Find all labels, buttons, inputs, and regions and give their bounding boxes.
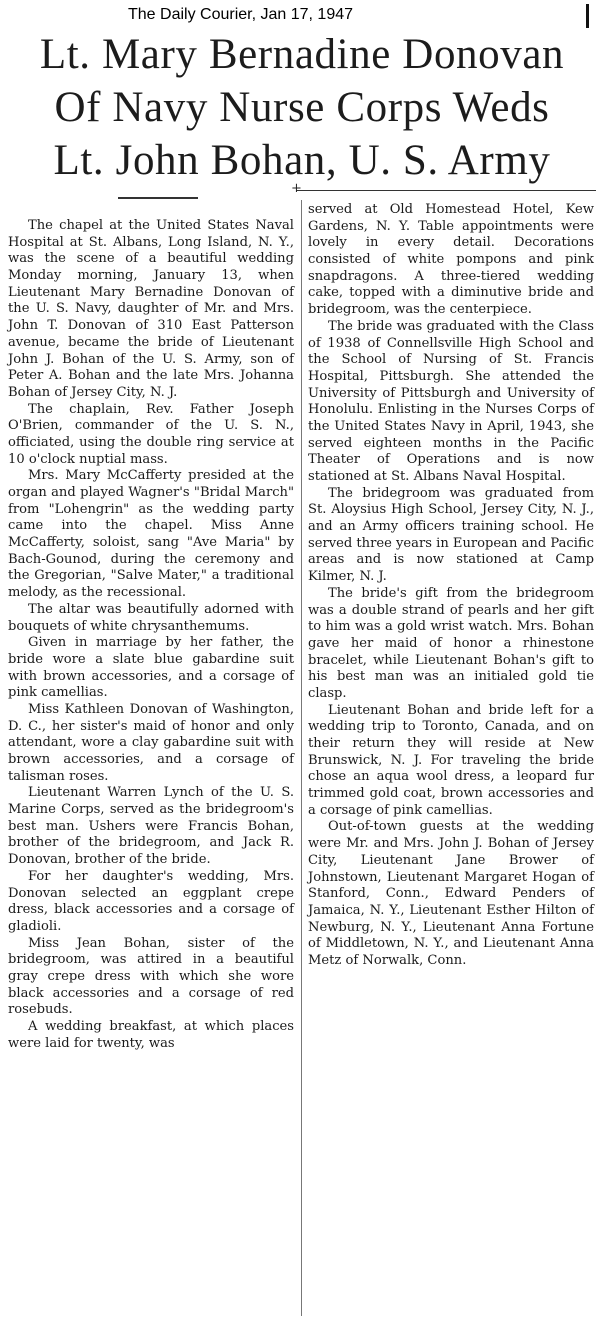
paragraph: Miss Kathleen Donovan of Washington, D. C., her sister's maid of honor and only attendant, wore a clay gabardine suit with brown accessories, and a corsage of talisman roses. <box>8 701 294 784</box>
paragraph-continued: served at Old Homestead Hotel, Kew Gardens, N. Y. Table appointments were lovely in every detail. Decorations consisted of white pompons and pink snapdragons. A three-tiered wedding cake, topped with a diminutive bride and bridegroom, was the centerpiece. <box>308 202 594 318</box>
headline-line-3: Lt. John Bohan, U. S. Army <box>53 137 551 184</box>
headline-rule-left <box>118 197 198 199</box>
headline-line-2: Of Navy Nurse Corps Weds <box>54 84 550 131</box>
paragraph: Lieutenant Warren Lynch of the U. S. Marine Corps, served as the bridegroom's best man. Ushers were Francis Bohan, brother of the bridegroom, and Jack R. Donovan, brother of the bride. <box>8 785 294 868</box>
paragraph: Given in marriage by her father, the bride wore a slate blue gabardine suit with brown accessories, and a corsage of pink camellias. <box>8 635 294 701</box>
source-label: The Daily Courier, Jan 17, 1947 <box>128 6 354 23</box>
paragraph: The bride was graduated with the Class of 1938 of Connellsville High School and the School of Nursing of St. Francis Hospital, Pittsburgh. She attended the University of Pittsburgh and University of Honolulu. Enlisting in the Nurses Corps of the United States Navy in April, 1943, she served eighteen months in the Pacific Theater of Operations and is now stationed at St. Albans Naval Hospital. <box>308 318 594 484</box>
headline <box>0 28 604 187</box>
headline-rule-right <box>296 190 596 191</box>
paragraph: The altar was beautifully adorned with bouquets of white chrysanthemums. <box>8 601 294 634</box>
paragraph: The chapel at the United States Naval Hospital at St. Albans, Long Island, N. Y., was the scene of a beautiful wedding Monday morning, January 13, when Lieutenant Mary Bernadine Donovan of the U. S. Navy, daughter of Mr. and Mrs. John T. Donovan of 310 East Patterson avenue, became the bride of Lieutenant John J. Bohan of the U. S. Army, son of Peter A. Bohan and the late Mrs. Johanna Bohan of Jersey City, N. J. <box>8 218 294 400</box>
page-edge-bar <box>586 4 589 28</box>
headline-line-1: Lt. Mary Bernadine Donovan <box>39 31 565 78</box>
article-column-right <box>308 202 594 970</box>
paragraph: For her daughter's wedding, Mrs. Donovan selected an eggplant crepe dress, black accessories and a corsage of gladioli. <box>8 868 294 934</box>
paragraph: The bridegroom was graduated from St. Aloysius High School, Jersey City, N. J., and an Army officers training school. He served three years in European and Pacific areas and is now stationed at Camp Kilmer, N. J. <box>308 485 594 585</box>
paragraph: Lieutenant Bohan and bride left for a wedding trip to Toronto, Canada, and on their return they will reside at New Brunswick, N. J. For traveling the bride chose an aqua wool dress, a leopard fur trimmed gold coat, brown accessories and a corsage of pink camellias. <box>308 702 594 818</box>
paragraph: The bride's gift from the bridegroom was a double strand of pearls and her gift to him was a gold wrist watch. Mrs. Bohan gave her maid of honor a rhinestone bracelet, while Lieutenant Bohan's gift to his best man was an initialed gold tie clasp. <box>308 585 594 701</box>
article-column-left <box>8 218 294 1052</box>
paragraph: Out-of-town guests at the wedding were Mr. and Mrs. John J. Bohan of Jersey City, Lieutenant Jane Brower of Johnstown, Lieutenant Margaret Hogan of Stanford, Conn., Edward Penders of Jamaica, N. Y., Lieutenant Esther Hilton of Newburg, N. Y., Lieutenant Anna Fortune of Middletown, N. Y., and Lieutenant Anna Metz of Norwalk, Conn. <box>308 819 594 968</box>
rule-cross-mark: + <box>291 181 302 196</box>
paragraph: Miss Jean Bohan, sister of the bridegroom, was attired in a beautiful gray crepe dress with which she wore black accessories and a corsage of red rosebuds. <box>8 935 294 1018</box>
paragraph: The chaplain, Rev. Father Joseph O'Brien, commander of the U. S. N., officiated, using the double ring service at 10 o'clock nuptial mass. <box>8 401 294 467</box>
paragraph: Mrs. Mary McCafferty presided at the organ and played Wagner's "Bridal March" from "Lohengrin" as the wedding party came into the chapel. Miss Anne McCafferty, soloist, sang "Ave Maria" by Bach-Gounod, during the ceremony and the Gregorian, "Salve Mater," a traditional melody, as the recessional. <box>8 468 294 601</box>
paragraph: A wedding breakfast, at which places were laid for twenty, was <box>8 1019 294 1051</box>
column-divider <box>301 200 302 1316</box>
